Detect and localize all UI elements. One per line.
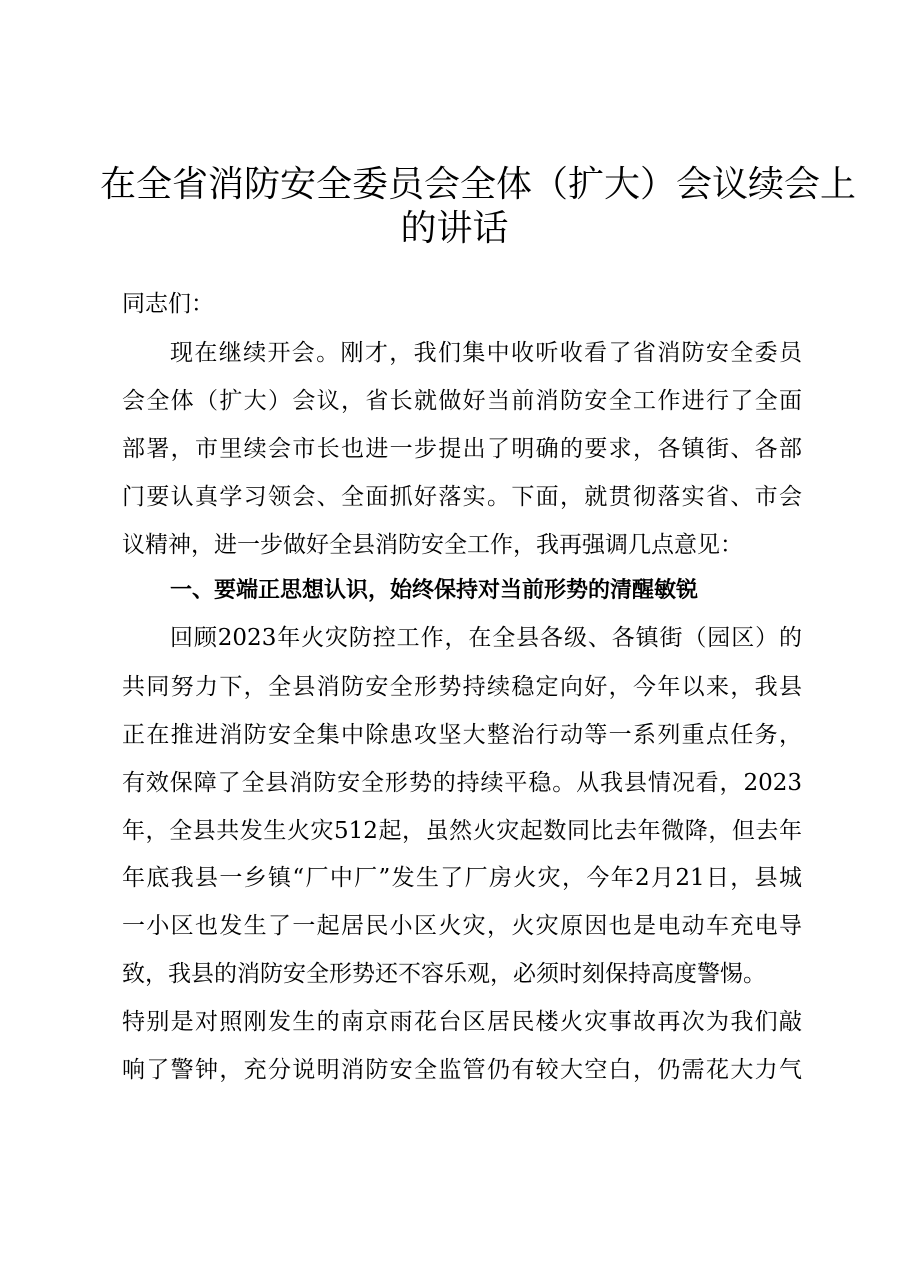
paragraph-2-line-4: 有效保障了全县消防安全形势的持续平稳。从我县情况看，2023	[122, 770, 802, 796]
paragraph-2-line-6: 年底我县一乡镇“厂中厂”发生了厂房火灾，今年2月21日，县城	[122, 865, 802, 891]
paragraph-2-line-3: 正在推进消防安全集中除患攻坚大整治行动等一系列重点任务，	[122, 722, 802, 748]
paragraph-2-line-8: 致，我县的消防安全形势还不容乐观，必须时刻保持高度警惕。	[122, 961, 766, 987]
document-title-line-2: 的讲话	[400, 208, 509, 249]
document-title-line-1: 在全省消防安全委员会全体（扩大）会议续会上	[100, 164, 857, 205]
paragraph-2-line-7: 一小区也发生了一起居民小区火灾，火灾原因也是电动车充电导	[122, 913, 802, 939]
salutation: 同志们：	[122, 291, 214, 317]
paragraph-1-line-1: 现在继续开会。刚才，我们集中收听收看了省消防安全委员	[170, 340, 802, 366]
paragraph-2-line-1: 回顾2023年火灾防控工作，在全县各级、各镇街（园区）的	[170, 625, 802, 651]
section-heading-1: 一、要端正思想认识，始终保持对当前形势的清醒敏锐	[170, 578, 699, 603]
paragraph-2-line-9: 特别是对照刚发生的南京雨花台区居民楼火灾事故再次为我们敲	[122, 1009, 802, 1035]
paragraph-2-line-5: 年，全县共发生火灾512起，虽然火灾起数同比去年微降，但去年	[122, 818, 802, 844]
paragraph-1-line-3: 部署，市里续会市长也进一步提出了明确的要求，各镇街、各部	[122, 436, 802, 462]
paragraph-1-line-2: 会全体（扩大）会议，省长就做好当前消防安全工作进行了全面	[122, 388, 802, 414]
paragraph-1-line-5: 议精神，进一步做好全县消防安全工作，我再强调几点意见：	[122, 532, 743, 558]
paragraph-2-line-10: 响了警钟，充分说明消防安全监管仍有较大空白，仍需花大力气	[122, 1057, 802, 1083]
paragraph-1-line-4: 门要认真学习领会、全面抓好落实。下面，就贯彻落实省、市会	[122, 484, 802, 510]
paragraph-2-line-2: 共同努力下，全县消防安全形势持续稳定向好，今年以来，我县	[122, 674, 802, 700]
